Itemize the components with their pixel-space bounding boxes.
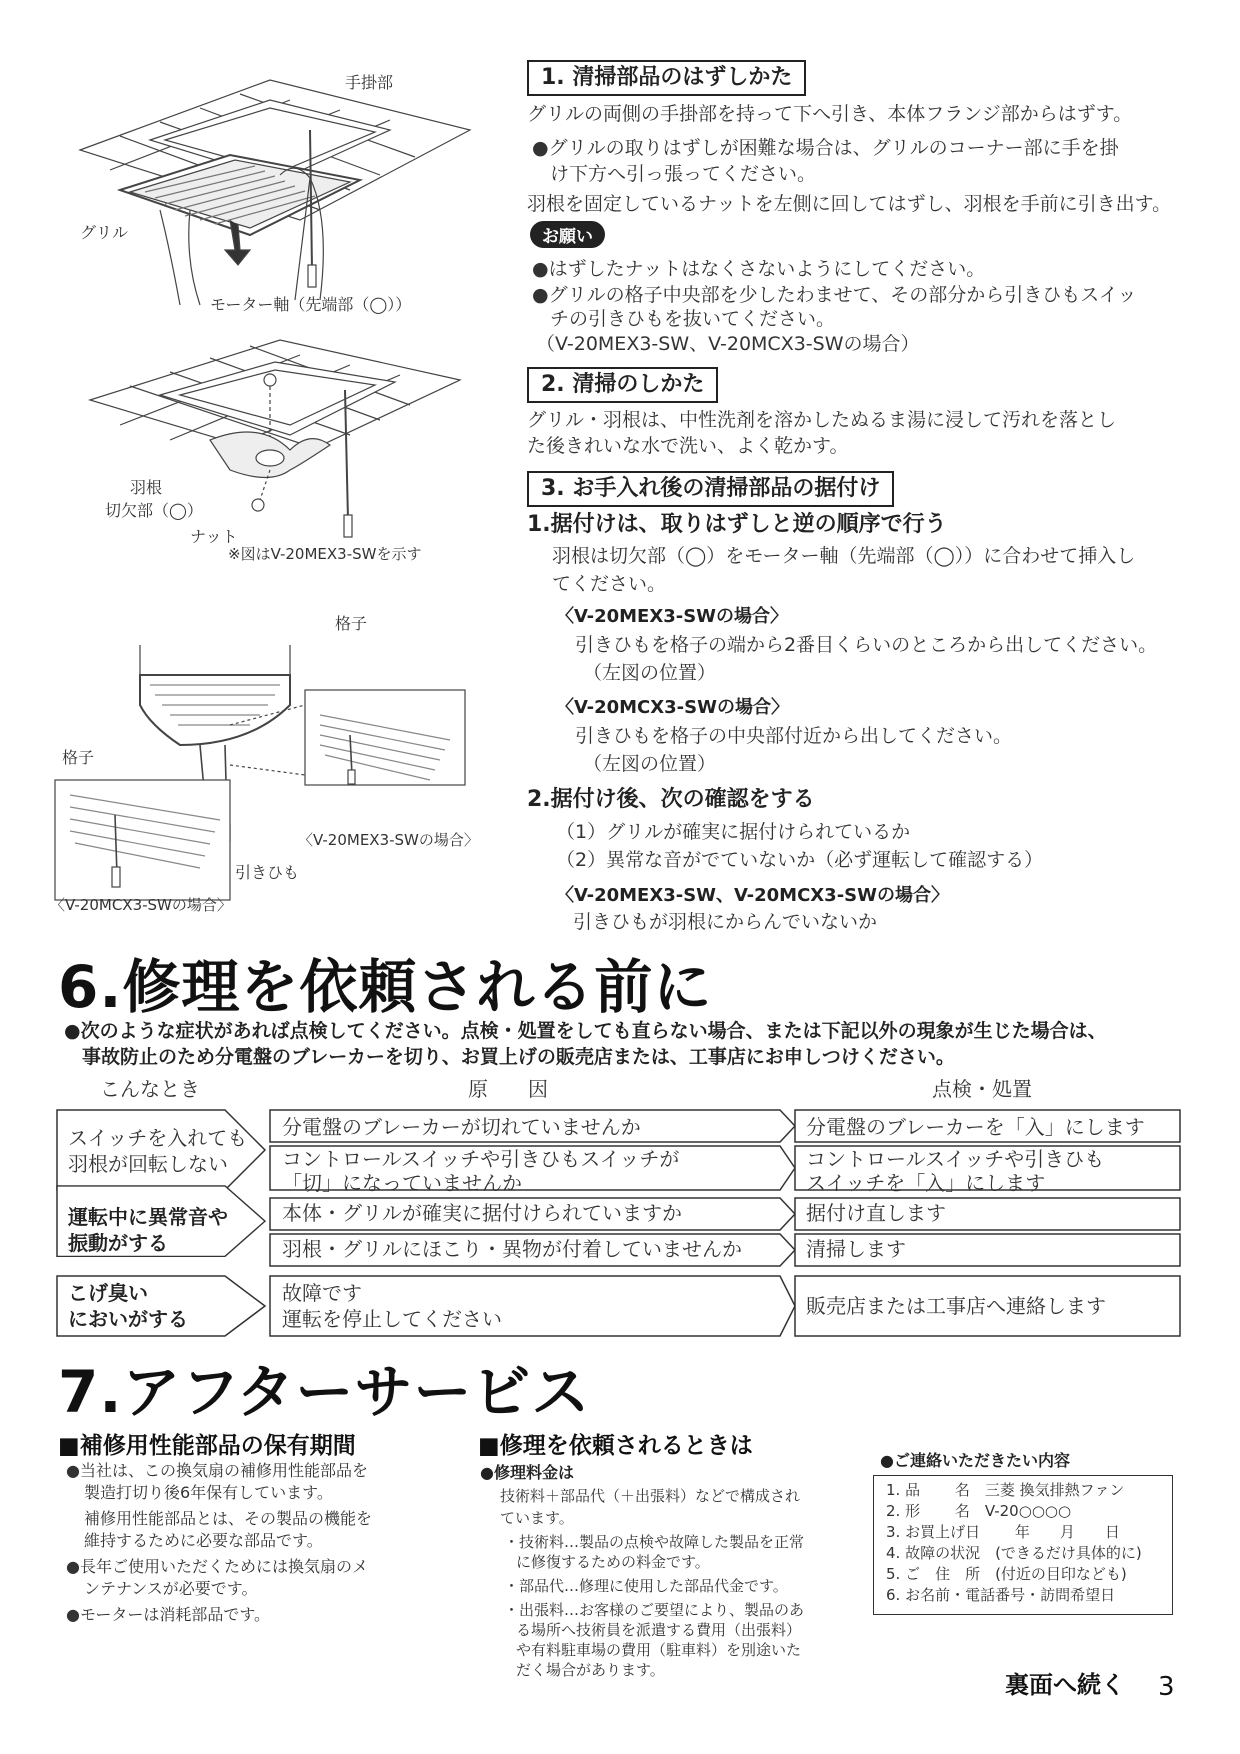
col-when-header: こんなとき — [100, 1077, 200, 1101]
parts-period-heading: ■補修用性能部品の保有期間 — [58, 1433, 356, 1459]
fee-heading: ●修理料金は — [480, 1463, 574, 1482]
request-item-2-line-3: （V-20MEX3-SW、V-20MCX3-SWの場合） — [536, 333, 920, 355]
parts-line-2: 製造打切り後6年保有しています。 — [84, 1483, 333, 1502]
col-action-header: 点検・処置 — [932, 1077, 1032, 1101]
row3-action: 販売店または工事店へ連絡します — [806, 1294, 1106, 1318]
caption-mcx: 〈V-20MCX3-SWの場合〉 — [50, 896, 232, 914]
label-blade: 羽根 — [130, 478, 163, 497]
repair-intro-line-1: ●次のような症状があれば点検してください。点検・処置をしても直らない場合、または下記以外の現象が生じた場合は、 — [64, 1020, 1107, 1042]
label-grille: グリル — [80, 223, 129, 242]
fee-line-7: る場所へ技術員を派遣する費用（出張料） — [516, 1621, 802, 1639]
mex-heading: 〈V-20MEX3-SWの場合〉 — [556, 606, 789, 627]
contact-line-4: 4. 故障の状況 (できるだけ具体的に) — [886, 1544, 1142, 1562]
contact-line-1: 1. 品 名 三菱 換気排熱ファン — [886, 1481, 1125, 1499]
row1-cause-2-line-1: コントロールスイッチや引きひもスイッチが — [282, 1147, 680, 1171]
row2-when-line-1: 運転中に異常音や — [68, 1205, 228, 1229]
check-1: （1）グリルが確実に据付けられているか — [556, 821, 911, 843]
s1-bullet-line-2: け下方へ引っ張ってください。 — [550, 163, 817, 185]
blade-removal-drawing — [60, 320, 480, 620]
s3-subhead-1: 1.据付けは、取りはずしと逆の順序で行う — [527, 512, 947, 537]
row2-cause-2: 羽根・グリルにほこり・異物が付着していませんか — [282, 1237, 742, 1261]
row2-cause-1: 本体・グリルが確実に据付けられていますか — [282, 1201, 682, 1225]
row1-cause-2-line-2: 「切」になっていませんか — [282, 1171, 522, 1195]
grille-removal-drawing — [60, 60, 480, 310]
label-notch: 切欠部（◯） — [105, 501, 203, 520]
label-lattice-right: 格子 — [335, 614, 368, 633]
parts-line-6: ンテナンスが必要です。 — [84, 1579, 258, 1598]
row3-cause-line-1: 故障です — [282, 1281, 362, 1305]
parts-line-1: ●当社は、この換気扇の補修用性能部品を — [66, 1461, 368, 1480]
request-item-2-line-2: チの引きひもを抜いてください。 — [550, 308, 836, 330]
label-lattice-left: 格子 — [62, 748, 95, 767]
mcx-text-1: 引きひもを格子の中央部付近から出してください。 — [575, 725, 1013, 747]
fee-line-5: ・部品代…修理に使用した部品代金です。 — [504, 1577, 788, 1595]
row1-action-2-line-2: スイッチを「入」にします — [806, 1171, 1046, 1195]
contact-heading: ●ご連絡いただきたい内容 — [880, 1451, 1070, 1470]
contact-line-2: 2. 形 名 V-20○○○○ — [886, 1502, 1072, 1520]
request-badge: お願い — [530, 221, 605, 248]
mcx-heading: 〈V-20MCX3-SWの場合〉 — [556, 697, 789, 718]
row2-when-line-2: 振動がする — [68, 1231, 168, 1255]
row3-cause-line-2: 運転を停止してください — [282, 1307, 502, 1331]
s2-text-line-2: た後きれいな水で洗い、よく乾かす。 — [527, 435, 849, 457]
row1-when-line-1: スイッチを入れても — [68, 1126, 248, 1150]
parts-line-3: 補修用性能部品とは、その製品の機能を — [84, 1509, 373, 1528]
fee-line-4: に修復するための料金です。 — [516, 1553, 710, 1571]
figure-grille-removal — [60, 60, 480, 310]
contact-line-6: 6. お名前・電話番号・訪問希望日 — [886, 1586, 1116, 1604]
section-2-title: 2. 清掃のしかた — [527, 367, 718, 403]
parts-line-4: 維持するために必要な部品です。 — [84, 1531, 323, 1550]
row1-when-line-2: 羽根が回転しない — [68, 1152, 228, 1176]
label-pull-cord: 引きひも — [235, 863, 300, 882]
row1-action-1: 分電盤のブレーカーを「入」にします — [806, 1115, 1145, 1139]
fee-line-2: ています。 — [500, 1509, 574, 1527]
section-1-title: 1. 清掃部品のはずしかた — [527, 60, 806, 96]
section-3-title: 3. お手入れ後の清掃部品の据付け — [527, 471, 894, 507]
row3-cause — [282, 1280, 502, 1332]
parts-line-7: ●モーターは消耗部品です。 — [66, 1605, 271, 1624]
figure-pull-cord — [50, 614, 480, 915]
contact-line-5: 5. ご 住 所 (付近の目印なども) — [886, 1565, 1127, 1583]
fee-line-3: ・技術料…製品の点検や故障した製品を正常 — [504, 1533, 805, 1551]
both-models-text: 引きひもが羽根にからんでいないか — [573, 911, 878, 933]
label-motor-shaft: モーター軸（先端部（◯）） — [210, 295, 412, 314]
fee-line-9: だく場合があります。 — [516, 1661, 665, 1679]
row2-action-2: 清掃します — [806, 1237, 906, 1261]
mex-text-2: （左図の位置） — [583, 662, 717, 684]
s3-subhead-2: 2.据付け後、次の確認をする — [527, 787, 815, 812]
row1-cause-1: 分電盤のブレーカーが切れていませんか — [282, 1115, 641, 1139]
row1-when — [68, 1125, 247, 1177]
contact-box — [873, 1475, 1173, 1615]
row1-action-2 — [806, 1147, 1104, 1195]
fee-line-8: や有料駐車場の費用（駐車料）を別途いた — [516, 1641, 802, 1659]
s1-bullet-line-1: ●グリルの取りはずしが困難な場合は、グリルのコーナー部に手を掛 — [532, 137, 1119, 159]
mex-text-1: 引きひもを格子の端から2番目くらいのところから出してください。 — [575, 634, 1158, 656]
request-item-2-line-1: ●グリルの格子中央部を少したわませて、その部分から引きひもスイッ — [532, 284, 1137, 306]
repair-intro-line-2: 事故防止のため分電盤のブレーカーを切り、お買上げの販売店または、工事店にお申しつけください。 — [82, 1046, 955, 1068]
figure-blade-removal — [60, 295, 480, 620]
both-models-heading: 〈V-20MEX3-SW、V-20MCX3-SWの場合〉 — [556, 885, 949, 906]
row3-when — [68, 1280, 188, 1332]
fee-line-1: 技術料＋部品代（＋出張料）などで構成され — [500, 1487, 801, 1505]
mcx-text-2: （左図の位置） — [583, 753, 717, 775]
check-2: （2）異常な音がでていないか（必ず運転して確認する） — [556, 849, 1044, 871]
s2-text-line-1: グリル・羽根は、中性洗剤を溶かしたぬるま湯に浸して汚れを落とし — [527, 409, 1117, 431]
col-cause-header: 原 因 — [468, 1077, 548, 1101]
figure-note: ※図はV-20MEX3-SWを示す — [228, 545, 422, 563]
row1-cause-2 — [282, 1147, 679, 1195]
s1-text-2: 羽根を固定しているナットを左側に回してはずし、羽根を手前に引き出す。 — [527, 193, 1172, 215]
repair-section-title: 6.修理を依頼される前に — [58, 953, 713, 1021]
request-item-1: ●はずしたナットはなくさないようにしてください。 — [532, 258, 986, 280]
row1-action-2-line-1: コントロールスイッチや引きひも — [806, 1147, 1105, 1171]
fee-line-6: ・出張料…お客様のご要望により、製品のあ — [504, 1601, 805, 1619]
s3-text-line-1: 羽根は切欠部（◯）をモーター軸（先端部（◯））に合わせて挿入し — [552, 545, 1136, 567]
label-nut: ナット — [190, 527, 238, 546]
s1-text-1: グリルの両側の手掛部を持って下へ引き、本体フランジ部からはずす。 — [527, 103, 1133, 125]
after-service-title: 7.アフターサービス — [58, 1358, 591, 1426]
page-number: 3 — [1158, 1672, 1175, 1702]
continued-on-back: 裏面へ続く — [1005, 1671, 1125, 1699]
repair-request-heading: ■修理を依頼されるときは — [478, 1433, 753, 1459]
row2-action-1: 据付け直します — [806, 1201, 946, 1225]
label-hand-grip: 手掛部 — [345, 73, 394, 92]
row2-when — [68, 1204, 228, 1256]
caption-mex: 〈V-20MEX3-SWの場合〉 — [298, 831, 479, 849]
row3-when-line-2: においがする — [68, 1307, 188, 1331]
s3-text-line-2: てください。 — [552, 573, 667, 595]
contact-line-3: 3. お買上げ日 年 月 日 — [886, 1523, 1120, 1541]
parts-line-5: ●長年ご使用いただくためには換気扇のメ — [66, 1557, 368, 1576]
row3-when-line-1: こげ臭い — [68, 1281, 148, 1305]
